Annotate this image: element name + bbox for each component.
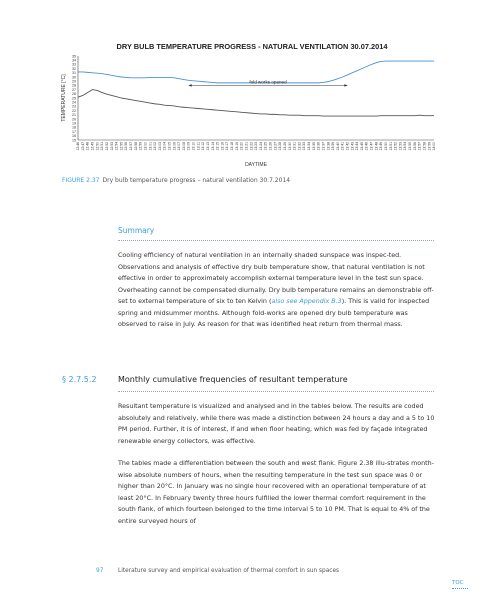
x-tick-label: 13:24 bbox=[258, 142, 263, 151]
x-tick-label: 13:01 bbox=[148, 142, 153, 151]
x-tick-label: 13:09 bbox=[186, 142, 191, 151]
chart-series bbox=[78, 61, 434, 116]
x-tick-label: 13:06 bbox=[172, 142, 177, 151]
section-paragraph-2: The tables made a differentiation between the south and west flank. Figure 2.38 illu-strates month-wise absolute numbers of hours, when the resulting temperature in the test sun space was 0 or higher than 20°C. In January was no single hour recovered with an operational temperature of at least 20°C. In February twenty three hours fulfilled the lower thermal comfort requirement in the south flank, of which fourteen belonged to the time interval 5 to 10 PM. That is equal to 4% of the entire surveyed hours of bbox=[118, 460, 434, 525]
summary-body bbox=[118, 250, 438, 342]
toc-link[interactable]: TOC bbox=[452, 580, 464, 586]
summary-paragraph bbox=[118, 250, 438, 331]
x-tick-label: 13:10 bbox=[191, 142, 196, 151]
y-tick-label: 27 bbox=[72, 87, 76, 92]
x-tick-label: 13:52 bbox=[393, 142, 398, 151]
x-tick-label: 13:38 bbox=[326, 142, 331, 151]
y-tick-label: 30 bbox=[72, 75, 76, 80]
x-tick-label: 13:03 bbox=[157, 142, 162, 151]
x-tick-label: 13:35 bbox=[311, 142, 316, 151]
x-tick-label: 13:37 bbox=[321, 142, 326, 151]
y-tick-label: 20 bbox=[72, 117, 76, 122]
x-tick-label: 13:41 bbox=[340, 142, 345, 151]
x-tick-label: 12:57 bbox=[129, 142, 134, 151]
summary-rule bbox=[118, 240, 434, 241]
x-tick-label: 13:23 bbox=[254, 142, 259, 151]
x-tick-label: 13:49 bbox=[379, 142, 384, 151]
x-tick-label: 13:11 bbox=[196, 142, 201, 151]
x-tick-label: 13:39 bbox=[331, 142, 336, 151]
x-tick-label: 13:33 bbox=[302, 142, 307, 151]
y-tick-label: 35 bbox=[72, 54, 76, 59]
x-tick-label: 13:15 bbox=[215, 142, 220, 151]
x-tick-label: 12:59 bbox=[138, 142, 143, 151]
x-tick-label: 13:20 bbox=[239, 142, 244, 151]
y-tick-label: 32 bbox=[72, 66, 76, 71]
x-tick-label: 13:00 bbox=[143, 142, 148, 151]
x-tick-label: 13:05 bbox=[167, 142, 172, 151]
x-tick-label: 13:50 bbox=[383, 142, 388, 151]
x-tick-label: 13:07 bbox=[177, 142, 182, 151]
x-tick-label: 13:57 bbox=[417, 142, 422, 151]
x-tick-label: 13:31 bbox=[292, 142, 297, 151]
chart-annotation bbox=[189, 79, 348, 86]
x-tick-label: 13:58 bbox=[422, 142, 427, 151]
y-tick-label: 28 bbox=[72, 83, 76, 88]
x-tick-label: 12:48 bbox=[85, 142, 90, 151]
section-title: Monthly cumulative frequencies of resultant temperature bbox=[118, 375, 348, 384]
x-tick-label: 12:54 bbox=[114, 142, 119, 151]
x-tick-label: 13:21 bbox=[244, 142, 249, 151]
x-tick-label: 12:46 bbox=[76, 142, 81, 151]
x-tick-label: 12:53 bbox=[109, 142, 114, 151]
figure-label: FIGURE 2.37 bbox=[62, 177, 100, 184]
figure-caption-text: Dry bulb temperature progress – natural ventilation 30.7.2014 bbox=[102, 177, 291, 184]
y-tick-label: 25 bbox=[72, 96, 76, 101]
x-tick-label: 13:32 bbox=[297, 142, 302, 151]
y-tick-label: 16 bbox=[72, 134, 76, 139]
annotation-label: fold works opened bbox=[249, 79, 287, 85]
summary-text-a: Cooling efficiency of natural ventilation in an internally shaded sunspace was inspec-ted. Observations and analysis of effective dry bulb temperature show, that natural ventilation is not effective in order to approximately accomplish external temperature level in the test sun space. Overheating cannot be compensated diurnally. Dry bulb temperature remains an demonstrable off-set to external temperature of six to ten Kelvin ( bbox=[118, 252, 434, 305]
x-tick-label: 13:27 bbox=[273, 142, 278, 151]
x-tick-label: 12:49 bbox=[90, 142, 95, 151]
footer-text: Literature survey and empirical evaluation of thermal comfort in sun spaces bbox=[118, 568, 340, 574]
x-tick-label: 12:51 bbox=[100, 142, 105, 151]
x-tick-label: 12:47 bbox=[80, 142, 85, 151]
appendix-link[interactable]: also see Appendix B.3 bbox=[271, 298, 342, 305]
temperature-chart bbox=[62, 40, 442, 170]
y-tick-label: 19 bbox=[72, 121, 76, 126]
chart-title: DRY BULB TEMPERATURE PROGRESS - NATURAL VENTILATION 30.07.2014 bbox=[116, 42, 388, 51]
x-tick-label: 13:16 bbox=[220, 142, 225, 151]
y-tick-label: 29 bbox=[72, 79, 76, 84]
y-tick-label: 17 bbox=[72, 129, 76, 134]
chart-axes bbox=[78, 56, 434, 140]
x-tick-label: 13:42 bbox=[345, 142, 350, 151]
x-tick-label: 13:44 bbox=[355, 142, 360, 151]
x-tick-label: 13:22 bbox=[249, 142, 254, 151]
x-tick-label: 13:30 bbox=[287, 142, 292, 151]
x-tick-label: 12:50 bbox=[95, 142, 100, 151]
section-number: § 2.7.5.2 bbox=[62, 375, 97, 384]
x-tick-label: 13:55 bbox=[408, 142, 413, 151]
x-tick-label: 13:28 bbox=[278, 142, 283, 151]
x-tick-label: 13:17 bbox=[225, 142, 230, 151]
x-tick-label: 13:08 bbox=[181, 142, 186, 151]
y-tick-label: 31 bbox=[72, 71, 76, 76]
series-line-2 bbox=[78, 90, 434, 116]
annotation-arrowhead-left bbox=[189, 84, 192, 87]
x-tick-label: 13:14 bbox=[210, 142, 215, 151]
x-tick-label: 13:40 bbox=[335, 142, 340, 151]
page-number: 97 bbox=[96, 568, 104, 574]
summary-title: Summary bbox=[118, 226, 155, 235]
x-tick-label: 13:13 bbox=[205, 142, 210, 151]
toc-rule bbox=[452, 588, 468, 589]
x-tick-label: 13:48 bbox=[374, 142, 379, 151]
y-tick-label: 15 bbox=[72, 138, 76, 143]
y-tick-label: 23 bbox=[72, 104, 76, 109]
x-tick-labels bbox=[76, 142, 436, 151]
x-tick-label: 13:02 bbox=[153, 142, 158, 151]
y-tick-label: 22 bbox=[72, 108, 76, 113]
section-paragraph-1: Resultant temperature is visualized and analysed and in the tables below. The results are coded absolutely and relatively, while there was made a distinction between 24 hours a day and a 5 to 10 PM period. Further, it is of interest, if and when floor heating, which was fed by façade integrated renewable energy collectors, was effective. bbox=[118, 403, 435, 445]
x-tick-label: 12:56 bbox=[124, 142, 129, 151]
x-tick-label: 13:43 bbox=[350, 142, 355, 151]
x-tick-label: 12:52 bbox=[104, 142, 109, 151]
annotation-arrowhead-right bbox=[344, 84, 347, 87]
x-tick-label: 13:51 bbox=[388, 142, 393, 151]
x-tick-label: 13:54 bbox=[403, 142, 408, 151]
section-body bbox=[118, 401, 438, 538]
y-axis-label: TEMPERATURE [°C] bbox=[61, 74, 67, 122]
x-axis-label: DAYTIME bbox=[245, 162, 267, 168]
x-tick-label: 12:58 bbox=[133, 142, 138, 151]
x-tick-label: 13:04 bbox=[162, 142, 167, 151]
y-tick-label: 24 bbox=[72, 100, 76, 105]
x-tick-label: 13:18 bbox=[230, 142, 235, 151]
x-tick-label: 13:29 bbox=[282, 142, 287, 151]
x-tick-label: 13:59 bbox=[427, 142, 432, 151]
y-tick-label: 21 bbox=[72, 113, 76, 118]
x-tick-label: 13:12 bbox=[201, 142, 206, 151]
summary-text-b: ). This is valid for inspected spring and midsummer months. Although fold-works are opened dry bulb temperature was observed to raise in July. As reason for that was identified heat return from thermal mass. bbox=[118, 298, 430, 328]
x-tick-label: 13:46 bbox=[364, 142, 369, 151]
x-tick-label: 13:53 bbox=[398, 142, 403, 151]
x-tick-label: 14:00 bbox=[432, 142, 437, 151]
y-tick-label: 18 bbox=[72, 125, 76, 130]
x-tick-label: 13:36 bbox=[316, 142, 321, 151]
x-tick-label: 12:55 bbox=[119, 142, 124, 151]
x-tick-label: 13:25 bbox=[263, 142, 268, 151]
y-tick-label: 26 bbox=[72, 92, 76, 97]
x-tick-label: 13:45 bbox=[359, 142, 364, 151]
x-tick-label: 13:56 bbox=[412, 142, 417, 151]
y-tick-label: 33 bbox=[72, 62, 76, 67]
x-tick-label: 13:47 bbox=[369, 142, 374, 151]
y-tick-labels bbox=[72, 54, 76, 142]
x-tick-label: 13:26 bbox=[268, 142, 273, 151]
x-tick-label: 13:34 bbox=[307, 142, 312, 151]
y-tick-label: 34 bbox=[72, 58, 76, 63]
section-rule bbox=[118, 391, 434, 392]
x-tick-label: 13:19 bbox=[234, 142, 239, 151]
figure-caption bbox=[62, 177, 290, 184]
